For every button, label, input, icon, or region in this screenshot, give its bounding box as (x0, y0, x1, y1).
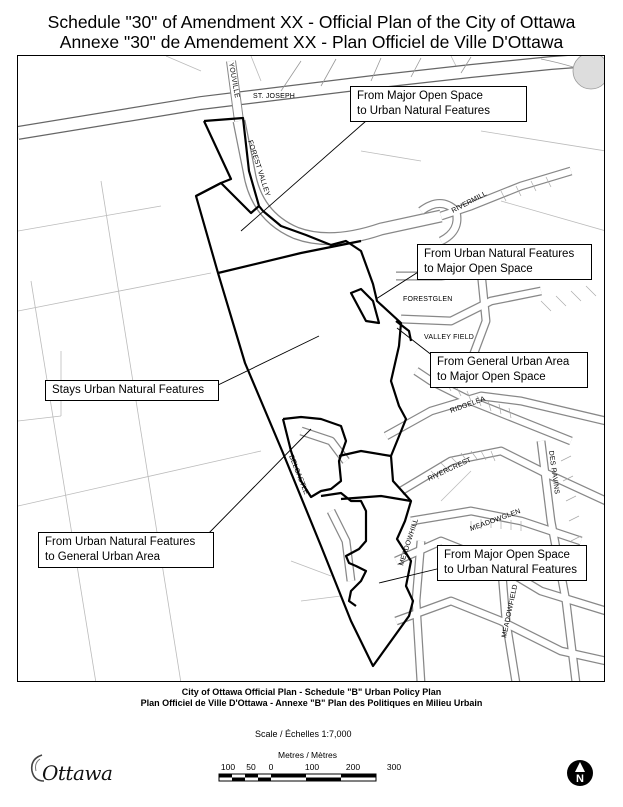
scale-tick-label: 100 (220, 762, 236, 772)
callout-text: Stays Urban Natural Features (52, 384, 205, 396)
street-label-belcastle: BELCASTLE (287, 454, 310, 496)
street-label-meadowfield: MEADOWFIELD (501, 583, 520, 639)
street-label-rivermill: RIVERMILL (450, 190, 489, 215)
plan-caption-french: Plan Officiel de Ville D'Ottawa - Annexe "B" Plan des Politiques en Milieu Urbain (140, 698, 483, 708)
scale-tick-label: 0 (268, 762, 274, 772)
callout-stays-unf (45, 380, 219, 401)
callout-unf-to-major-open-space (417, 244, 592, 280)
callout-general-urban-to-major-open-space (430, 352, 588, 388)
street-label-des-ravins: DES RAVINS (547, 450, 561, 495)
ottawa-logo-text: Ottawa (42, 761, 113, 785)
callout-text: to Urban Natural Features (357, 105, 490, 117)
callout-text: From Major Open Space (357, 90, 483, 102)
callout-text: From Urban Natural Features (424, 248, 575, 260)
scale-tick-label: 200 (345, 762, 361, 772)
callout-major-open-space-to-unf-south (437, 545, 587, 581)
map-title-french: Annexe "30" de Amendement XX - Plan Officiel de Ville D'Ottawa (59, 32, 564, 52)
callout-unf-to-general-urban (38, 532, 214, 568)
plan-caption: City of Ottawa Official Plan - Schedule "B" Urban Policy Plan (181, 687, 442, 697)
street-label-meadowglen: MEADOWGLEN (469, 508, 522, 533)
scale-tick-label: 300 (386, 762, 402, 772)
street-label-rivercrest: RIVERCREST (426, 456, 473, 483)
callout-text: From Urban Natural Features (45, 536, 196, 548)
street-label-meadowhill: MEADOWHILL (398, 517, 421, 567)
callout-text: to Urban Natural Features (444, 564, 577, 576)
scale-tick-label: 50 (246, 762, 256, 772)
callout-text: From General Urban Area (437, 356, 570, 368)
callout-text: to General Urban Area (45, 551, 161, 563)
street-label-st-joseph: ST. JOSEPH (253, 93, 296, 100)
street-label-forestglen: FORESTGLEN (403, 296, 453, 303)
callout-major-open-space-to-unf-north (350, 86, 527, 122)
scale-units-label: Metres / Mètres (278, 750, 338, 760)
scale-ratio: Scale / Échelles 1:7,000 (255, 729, 352, 739)
callout-text: to Major Open Space (437, 371, 546, 383)
callout-text: to Major Open Space (424, 263, 533, 275)
north-letter: N (576, 773, 584, 785)
callout-text: From Major Open Space (444, 549, 570, 561)
street-label-youville: YOUVILLE (227, 62, 241, 99)
street-label-ridgelea: RIDGELEA (449, 395, 487, 415)
map-title: Schedule "30" of Amendment XX - Official Plan of the City of Ottawa (47, 12, 576, 32)
north-arrow-icon (566, 759, 594, 787)
map-area (17, 55, 605, 682)
street-label-valley-field: VALLEY FIELD (424, 334, 474, 341)
amendment-boundary (196, 118, 413, 666)
street-label-forest-valley: FOREST VALLEY (246, 139, 271, 198)
scale-tick-label: 100 (304, 762, 320, 772)
